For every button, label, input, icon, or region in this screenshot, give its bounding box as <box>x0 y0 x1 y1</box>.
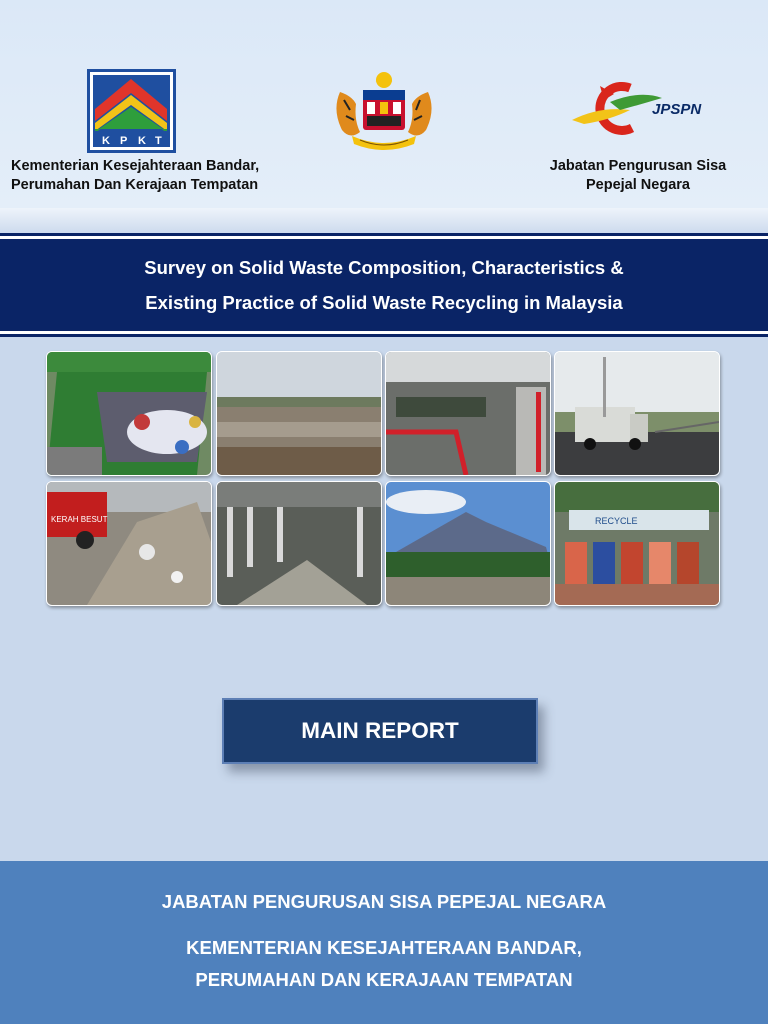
photo-sorting-facility <box>385 351 551 476</box>
ministry-name-line: Kementerian Kesejahteraan Bandar, <box>11 158 260 174</box>
jpspn-logo <box>570 80 705 136</box>
ministry-name-line: Perumahan Dan Kerajaan Tempatan <box>11 177 259 193</box>
recycle-sign-text: RECYCLE <box>595 516 638 526</box>
department-name-line: Jabatan Pengurusan Sisa <box>549 158 727 174</box>
report-title-band <box>0 236 768 334</box>
truck-sign-text: KERAH BESUT <box>51 515 108 524</box>
photo-compost-shed <box>216 481 382 606</box>
header-divider <box>0 208 768 236</box>
coat-of-arms-logo <box>330 70 438 152</box>
kpkt-letter: P <box>120 135 128 147</box>
photo-recycling-bins <box>554 481 720 606</box>
main-report-label: MAIN REPORT <box>222 698 538 764</box>
kpkt-letter: K <box>102 135 110 147</box>
photo-garbage-truck <box>554 351 720 476</box>
footer-agency-line: PERUMAHAN DAN KERAJAAN TEMPATAN <box>195 969 573 990</box>
photo-landfill-site <box>216 351 382 476</box>
kpkt-letter: K <box>138 135 146 147</box>
footer-band <box>0 861 768 1024</box>
photo-mountain-landfill <box>385 481 551 606</box>
department-name-header <box>520 157 756 195</box>
report-title-line: Existing Practice of Solid Waste Recycling in Malaysia <box>145 292 623 313</box>
footer-agency-line: JABATAN PENGURUSAN SISA PEPEJAL NEGARA <box>161 891 607 912</box>
footer-agency-line: KEMENTERIAN KESEJAHTERAAN BANDAR, <box>186 937 582 958</box>
department-name-line: Pepejal Negara <box>586 177 690 193</box>
kpkt-logo <box>87 69 176 153</box>
photo-waste-pile <box>46 481 212 606</box>
ministry-name-header <box>11 157 311 195</box>
report-title-line: Survey on Solid Waste Composition, Characteristics & <box>144 257 624 278</box>
photo-waste-container <box>46 351 212 476</box>
jpspn-logo-text: JPSPN <box>652 101 702 118</box>
kpkt-letter: T <box>155 135 162 147</box>
